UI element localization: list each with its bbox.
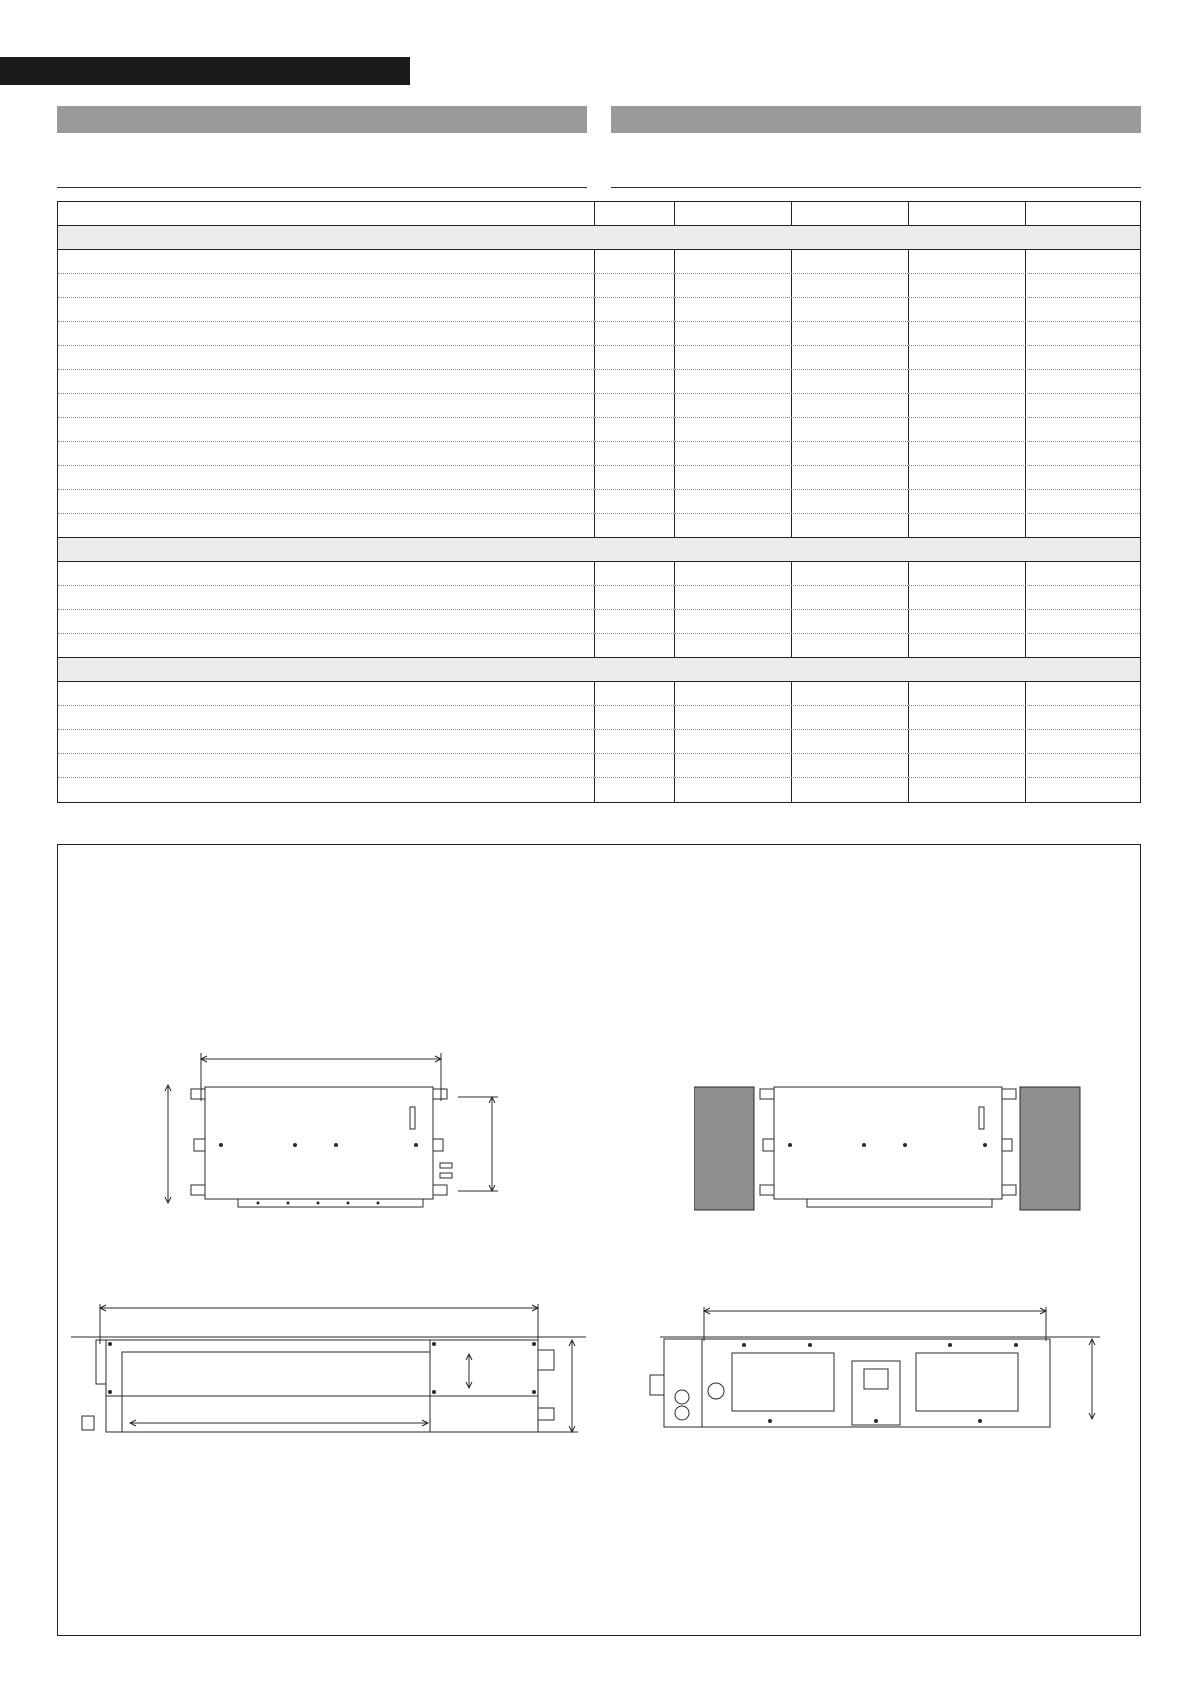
- table-cell: [1025, 754, 1140, 777]
- table-cell: [674, 634, 791, 657]
- table-cell: [1025, 442, 1140, 465]
- table-cell: [58, 730, 594, 753]
- table-cell: [594, 514, 674, 537]
- table-row: [58, 442, 1140, 466]
- table-cell: [674, 370, 791, 393]
- table-cell: [1025, 586, 1140, 609]
- table-cell: [1025, 322, 1140, 345]
- table-cell: [1025, 514, 1140, 537]
- table-row: [58, 730, 1140, 754]
- table-cell: [58, 442, 594, 465]
- table-cell: [908, 682, 1025, 705]
- table-cell: [1025, 250, 1140, 273]
- table-cell: [791, 298, 908, 321]
- header-cell: [908, 202, 1025, 225]
- table-cell: [908, 250, 1025, 273]
- table-cell: [58, 250, 594, 273]
- table-cell: [1025, 418, 1140, 441]
- table-cell: [791, 418, 908, 441]
- table-cell: [1025, 466, 1140, 489]
- table-cell: [58, 778, 594, 802]
- table-cell: [594, 682, 674, 705]
- table-row: [58, 514, 1140, 538]
- table-cell: [1025, 706, 1140, 729]
- table-body: [58, 226, 1140, 802]
- section-title: [58, 538, 1140, 561]
- table-cell: [674, 778, 791, 802]
- header-cell: [1025, 202, 1140, 225]
- table-row: [58, 370, 1140, 394]
- table-cell: [58, 394, 594, 417]
- specification-table: [57, 201, 1141, 803]
- table-row: [58, 586, 1140, 610]
- front-view-drawing: [640, 1305, 1110, 1455]
- table-cell: [674, 250, 791, 273]
- table-cell: [1025, 778, 1140, 802]
- table-cell: [58, 754, 594, 777]
- table-cell: [674, 394, 791, 417]
- table-cell: [58, 418, 594, 441]
- table-cell: [594, 610, 674, 633]
- table-cell: [58, 562, 594, 585]
- table-cell: [58, 490, 594, 513]
- table-row: [58, 634, 1140, 658]
- header-cell: [791, 202, 908, 225]
- table-cell: [58, 610, 594, 633]
- table-cell: [674, 706, 791, 729]
- table-cell: [791, 634, 908, 657]
- table-cell: [908, 466, 1025, 489]
- table-cell: [58, 298, 594, 321]
- table-cell: [908, 394, 1025, 417]
- table-cell: [1025, 610, 1140, 633]
- table-cell: [674, 754, 791, 777]
- table-cell: [58, 322, 594, 345]
- table-cell: [1025, 490, 1140, 513]
- table-cell: [594, 730, 674, 753]
- table-cell: [594, 754, 674, 777]
- side-view-drawing: [66, 1300, 586, 1450]
- table-row: [58, 682, 1140, 706]
- header-cell: [674, 202, 791, 225]
- table-row: [58, 754, 1140, 778]
- table-cell: [674, 490, 791, 513]
- section-title: [58, 658, 1140, 681]
- top-view-drawing: [158, 1045, 578, 1225]
- table-cell: [791, 274, 908, 297]
- table-cell: [908, 274, 1025, 297]
- table-cell: [674, 586, 791, 609]
- table-cell: [908, 418, 1025, 441]
- table-cell: [594, 370, 674, 393]
- table-row: [58, 562, 1140, 586]
- table-row: [58, 322, 1140, 346]
- table-cell: [58, 706, 594, 729]
- table-row: [58, 394, 1140, 418]
- table-cell: [908, 322, 1025, 345]
- table-header-row: [58, 202, 1140, 226]
- table-row: [58, 706, 1140, 730]
- table-section-row: [58, 658, 1140, 682]
- table-cell: [594, 394, 674, 417]
- table-cell: [791, 610, 908, 633]
- table-cell: [791, 706, 908, 729]
- table-cell: [1025, 730, 1140, 753]
- table-cell: [594, 250, 674, 273]
- table-cell: [908, 442, 1025, 465]
- table-cell: [908, 370, 1025, 393]
- table-cell: [908, 610, 1025, 633]
- table-cell: [791, 394, 908, 417]
- page-tab-bar: [0, 57, 410, 85]
- table-cell: [1025, 394, 1140, 417]
- table-cell: [58, 682, 594, 705]
- table-row: [58, 490, 1140, 514]
- table-cell: [1025, 682, 1140, 705]
- table-cell: [1025, 346, 1140, 369]
- table-cell: [791, 370, 908, 393]
- section-header-left: [57, 106, 587, 133]
- table-cell: [594, 706, 674, 729]
- table-cell: [58, 370, 594, 393]
- table-cell: [908, 562, 1025, 585]
- table-cell: [908, 490, 1025, 513]
- table-cell: [791, 322, 908, 345]
- table-cell: [908, 514, 1025, 537]
- table-cell: [594, 634, 674, 657]
- table-cell: [908, 754, 1025, 777]
- table-cell: [594, 346, 674, 369]
- table-cell: [594, 466, 674, 489]
- table-cell: [674, 274, 791, 297]
- table-cell: [674, 562, 791, 585]
- table-cell: [1025, 562, 1140, 585]
- header-cell: [594, 202, 674, 225]
- table-cell: [791, 682, 908, 705]
- table-cell: [791, 730, 908, 753]
- top-view-clearance-drawing: [694, 1065, 1114, 1225]
- table-cell: [58, 346, 594, 369]
- table-cell: [908, 298, 1025, 321]
- table-cell: [1025, 370, 1140, 393]
- table-cell: [791, 754, 908, 777]
- table-cell: [674, 298, 791, 321]
- table-cell: [58, 586, 594, 609]
- table-cell: [908, 346, 1025, 369]
- table-cell: [1025, 298, 1140, 321]
- table-cell: [791, 346, 908, 369]
- table-cell: [674, 322, 791, 345]
- table-cell: [791, 514, 908, 537]
- table-cell: [791, 250, 908, 273]
- table-row: [58, 298, 1140, 322]
- table-cell: [674, 466, 791, 489]
- table-cell: [594, 322, 674, 345]
- table-cell: [58, 514, 594, 537]
- table-cell: [791, 778, 908, 802]
- divider-right: [611, 187, 1141, 188]
- table-cell: [594, 490, 674, 513]
- table-cell: [674, 418, 791, 441]
- table-cell: [58, 634, 594, 657]
- table-cell: [594, 778, 674, 802]
- header-cell: [58, 202, 594, 225]
- table-cell: [58, 274, 594, 297]
- table-cell: [594, 298, 674, 321]
- table-cell: [908, 634, 1025, 657]
- dimension-drawings-panel: [57, 844, 1141, 1636]
- table-cell: [791, 466, 908, 489]
- table-cell: [594, 442, 674, 465]
- table-cell: [791, 562, 908, 585]
- table-cell: [908, 706, 1025, 729]
- table-row: [58, 778, 1140, 802]
- table-cell: [674, 514, 791, 537]
- table-cell: [791, 490, 908, 513]
- table-cell: [594, 274, 674, 297]
- table-row: [58, 250, 1140, 274]
- table-cell: [594, 418, 674, 441]
- table-cell: [674, 442, 791, 465]
- table-cell: [58, 466, 594, 489]
- section-title: [58, 226, 1140, 249]
- table-cell: [1025, 274, 1140, 297]
- table-cell: [594, 586, 674, 609]
- table-cell: [674, 730, 791, 753]
- table-row: [58, 418, 1140, 442]
- divider-left: [57, 187, 587, 188]
- table-cell: [674, 346, 791, 369]
- table-row: [58, 610, 1140, 634]
- table-cell: [674, 682, 791, 705]
- table-cell: [1025, 634, 1140, 657]
- table-cell: [908, 778, 1025, 802]
- table-row: [58, 466, 1140, 490]
- section-header-right: [611, 106, 1141, 133]
- table-cell: [791, 586, 908, 609]
- table-row: [58, 346, 1140, 370]
- table-cell: [594, 562, 674, 585]
- table-row: [58, 274, 1140, 298]
- table-cell: [791, 442, 908, 465]
- table-cell: [908, 730, 1025, 753]
- table-section-row: [58, 538, 1140, 562]
- table-cell: [908, 586, 1025, 609]
- table-section-row: [58, 226, 1140, 250]
- table-cell: [674, 610, 791, 633]
